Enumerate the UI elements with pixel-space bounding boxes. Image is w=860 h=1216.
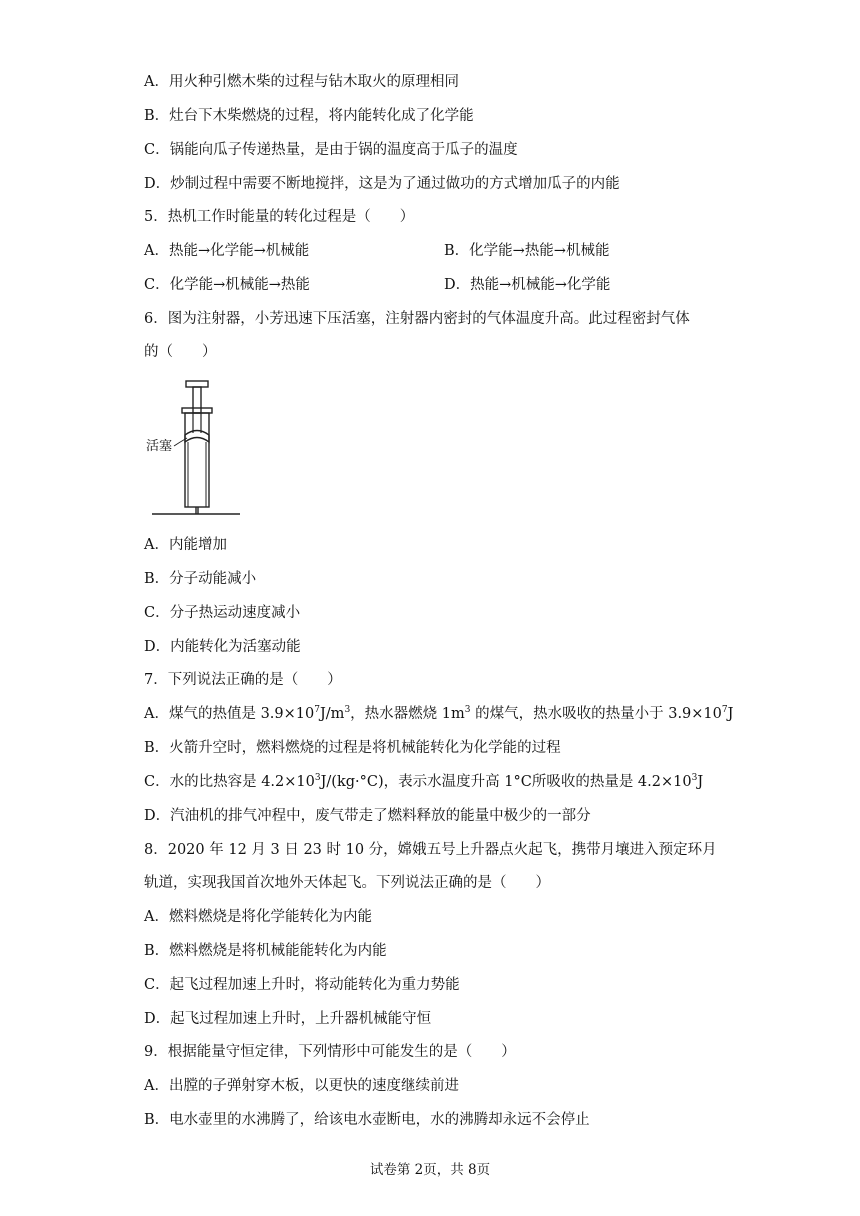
q5-option-b: B．化学能→热能→机械能 xyxy=(444,243,610,259)
plunger-cap xyxy=(186,381,208,387)
q5-option-a: A．热能→化学能→机械能 xyxy=(144,243,310,259)
q9-option-a: A．出膛的子弹射穿木板，以更快的速度继续前进 xyxy=(144,1078,459,1094)
q4-option-b: B．灶台下木柴燃烧的过程，将内能转化成了化学能 xyxy=(144,108,474,124)
q7-option-b: B．火箭升空时，燃料燃烧的过程是将机械能转化为化学能的过程 xyxy=(144,740,561,756)
q6-stem-line1: 6．图为注射器，小芳迅速下压活塞，注射器内密封的气体温度升高。此过程密封气体 xyxy=(144,311,690,327)
q4-option-a: A．用火种引燃木柴的过程与钻木取火的原理相同 xyxy=(144,74,459,90)
q9-stem: 9．根据能量守恒定律，下列情形中可能发生的是（ ） xyxy=(144,1044,516,1060)
q4-option-d: D．炒制过程中需要不断地搅拌，这是为了通过做功的方式增加瓜子的内能 xyxy=(144,176,620,192)
barrel-flange xyxy=(182,408,212,413)
q5-stem: 5．热机工作时能量的转化过程是（ ） xyxy=(144,209,415,225)
q6-option-d: D．内能转化为活塞动能 xyxy=(144,639,301,655)
plunger-rod xyxy=(193,387,201,413)
q8-stem-line2: 轨道，实现我国首次地外天体起飞。下列说法正确的是（ ） xyxy=(144,875,550,891)
barrel xyxy=(185,413,209,507)
syringe-diagram xyxy=(144,378,244,520)
q6-option-a: A．内能增加 xyxy=(144,537,227,553)
page-footer: 试卷第 2页，共 8页 xyxy=(369,1162,491,1178)
q9-option-b: B．电水壶里的水沸腾了，给该电水壶断电，水的沸腾却永远不会停止 xyxy=(144,1112,590,1128)
q8-option-b: B．燃料燃烧是将机械能能转化为内能 xyxy=(144,943,387,959)
q4-option-c: C．锅能向瓜子传递热量，是由于锅的温度高于瓜子的温度 xyxy=(144,142,518,158)
syringe-figure xyxy=(144,378,244,524)
q5-option-c: C．化学能→机械能→热能 xyxy=(144,277,310,293)
q7-option-d: D．汽油机的排气冲程中，废气带走了燃料释放的能量中极少的一部分 xyxy=(144,808,591,824)
q6-option-c: C．分子热运动速度减小 xyxy=(144,605,301,621)
q8-option-c: C．起飞过程加速上升时，将动能转化为重力势能 xyxy=(144,977,460,993)
q8-option-d: D．起飞过程加速上升时，上升器机械能守恒 xyxy=(144,1011,432,1027)
q6-stem-line2: 的（ ） xyxy=(144,344,217,360)
q6-option-b: B．分子动能减小 xyxy=(144,571,257,587)
piston xyxy=(185,431,209,443)
q8-stem-line1: 8．2020 年 12 月 3 日 23 时 10 分，嫦娥五号上升器点火起飞，携带月壤进入预定环月 xyxy=(144,842,717,858)
piston-label: 活塞 xyxy=(146,438,173,453)
q7-option-a: A．煤气的热值是 $3.9\times 10^7J/m^3$，热水器燃烧 $1m^3$ 的煤气，热水吸收的热量小于 $3.9\times 10^7J$ xyxy=(144,705,734,722)
q7-option-c: C．水的比热容是 $4.2\times 10^3J/(kg\cdot^\circ C)$，表示水温度升高 1°C所吸收的热量是 $4.2\times 10^3J$ xyxy=(144,773,704,790)
q5-option-d: D．热能→机械能→化学能 xyxy=(444,277,611,293)
q8-option-a: A．燃料燃烧是将化学能转化为内能 xyxy=(144,909,372,925)
q7-stem: 7．下列说法正确的是（ ） xyxy=(144,672,342,688)
